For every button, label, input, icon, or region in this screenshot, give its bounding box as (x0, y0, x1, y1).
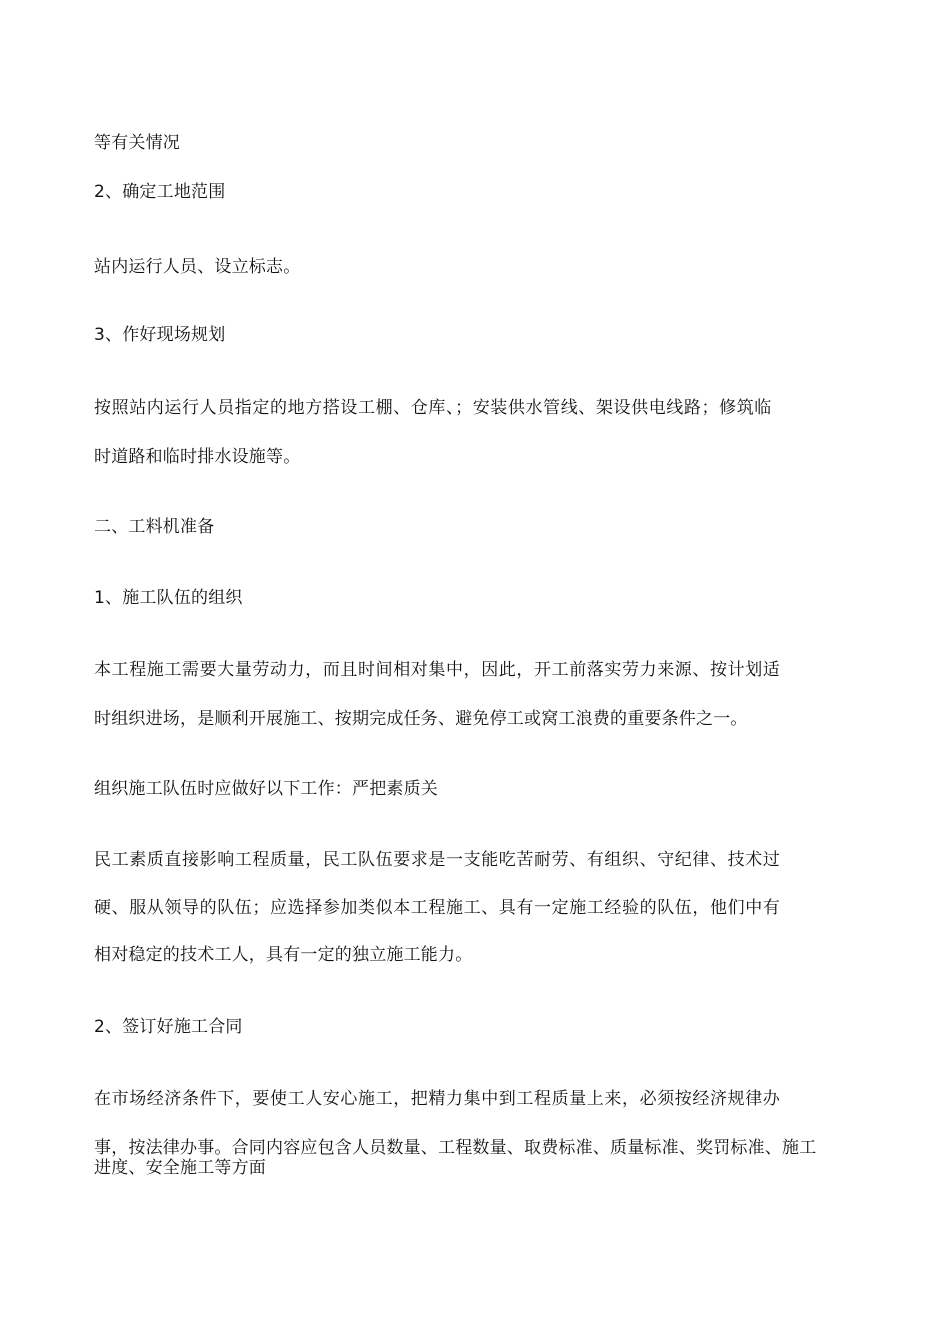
text-line: 等有关情况 (94, 133, 180, 153)
text-line: 按照站内运行人员指定的地方搭设工棚、仓库、；安装供水管线、架设供电线路；修筑临 (94, 398, 772, 418)
chapter-heading: 二、工料机准备 (94, 517, 215, 537)
text-line: 时道路和临时排水设施等。 (94, 447, 301, 467)
text-line: 硬、服从领导的队伍；应选择参加类似本工程施工、具有一定施工经验的队伍，他们中有 (94, 898, 781, 918)
section-heading: 3、作好现场规划 (94, 325, 226, 345)
section-heading: 2、确定工地范围 (94, 182, 226, 202)
text-line: 相对稳定的技术工人，具有一定的独立施工能力。 (94, 945, 473, 965)
text-line: 时组织进场，是顺利开展施工、按期完成任务、避免停工或窝工浪费的重要条件之一。 (94, 709, 748, 729)
text-line: 在市场经济条件下，要使工人安心施工，把精力集中到工程质量上来，必须按经济规律办 (94, 1089, 781, 1109)
text-line: 本工程施工需要大量劳动力，而且时间相对集中，因此，开工前落实劳力来源、按计划适 (94, 660, 781, 680)
text-line: 民工素质直接影响工程质量，民工队伍要求是一支能吃苦耐劳、有组织、守纪律、技术过 (94, 850, 781, 870)
section-heading: 2、签订好施工合同 (94, 1017, 243, 1037)
section-heading: 1、施工队伍的组织 (94, 588, 243, 608)
text-line: 站内运行人员、设立标志。 (94, 257, 301, 277)
text-line: 进度、安全施工等方面 (94, 1158, 266, 1178)
text-line: 组织施工队伍时应做好以下工作：严把素质关 (94, 779, 438, 799)
text-line: 事，按法律办事。合同内容应包含人员数量、工程数量、取费标准、质量标准、奖罚标准、施工 (94, 1138, 817, 1158)
